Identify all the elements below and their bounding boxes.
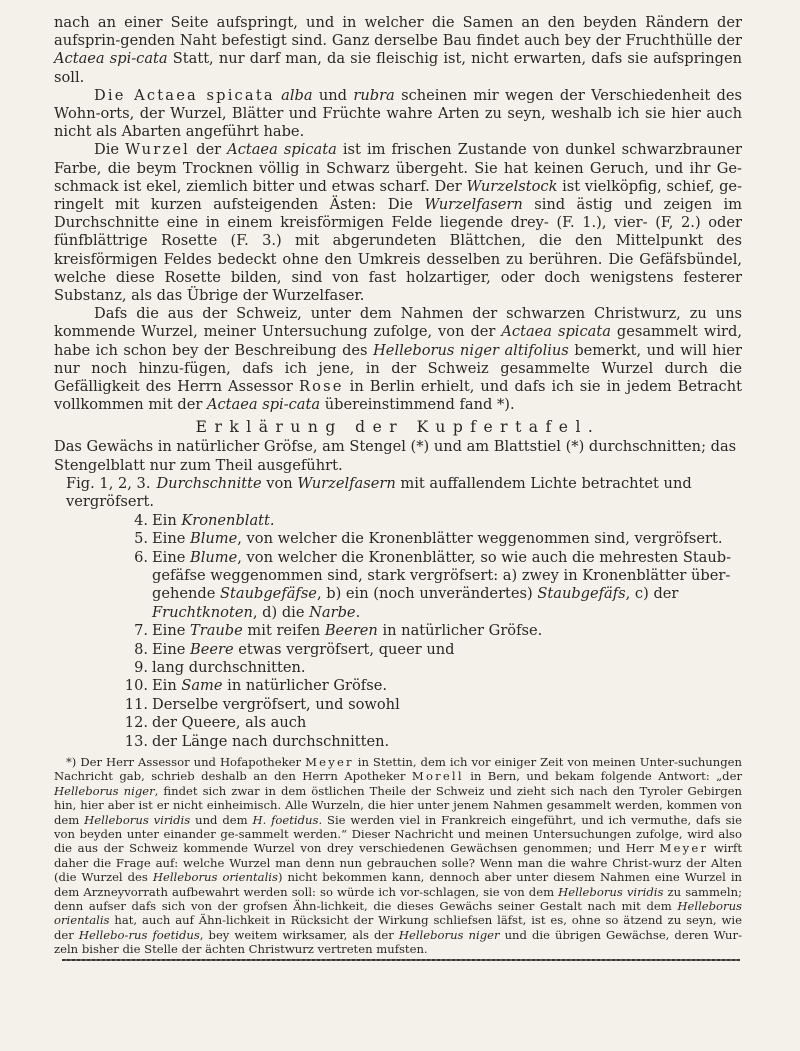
body-paragraph [54,305,742,414]
body-text [54,14,742,414]
spaced-name: Die Actaea spicata [94,86,275,104]
text-run: der Queere, als auch [152,714,307,732]
text-run: zu sammeln; denn aufser dafs sich von der grofsen Ähn-lichkeit, die dieses Gewächs seiner Gestalt nach mit dem [54,884,742,914]
text-run: Derselbe vergröfsert, und sowohl [152,695,400,713]
text-run: lang durchschnitten. [152,658,306,676]
figure-number: 10. [124,677,148,695]
figure-item [66,475,742,512]
italic-term: Blume [190,530,238,548]
italic-term: Actaea spicata [501,323,611,341]
figure-item [120,512,742,530]
italic-term: Wurzelfasern [297,474,396,492]
figure-description [152,714,306,731]
spaced-name: Morell [411,769,464,784]
italic-term: Beere [190,640,234,658]
figure-number: 13. [124,732,148,750]
italic-term: Helleborus niger [398,927,500,942]
figure-item [120,714,742,732]
body-paragraph [54,87,742,142]
italic-term: Staubgefäfse [220,585,317,603]
figure-description [152,622,542,639]
text-run: und die übrigen Gewächse, deren Wur-zeln bisher die Stelle der ächten Christwurz vertreten mufsten. [54,927,742,957]
text-run: Ein [152,511,182,529]
italic-term: Wurzelfasern [424,196,523,214]
figure-description [66,475,692,510]
figure-item [120,659,742,677]
figure-item [120,641,742,659]
text-run: scheinen mir wegen der Verschiedenheit des Wohn-orts, der Wurzel, Blätter und Früchte wahre Arten zu seyn, weshalb ich sie hier auch nicht als Abarten angeführt habe. [54,86,743,141]
figure-description [152,696,400,713]
text-run: Dafs die aus der Schweiz, unter dem Nahmen der schwarzen Christwurz, zu uns kommende Wurzel, meiner Untersuchung zufolge, von der [54,305,742,341]
text-run: und [312,86,354,104]
footnote [54,755,742,957]
text-run: , d) die [252,603,310,621]
figure-number: 9. [134,658,148,676]
italic-term: Hellebo-rus foetidus [78,927,200,942]
text-run: *) Der Herr Assessor und Hofapotheker [66,754,306,769]
italic-term: Helleborus viridis [84,812,191,827]
text-run: Eine [152,530,190,548]
italic-term: Narbe [309,603,356,621]
text-run: etwas vergröfsert, queer und [233,640,455,658]
italic-term: Same [181,677,223,695]
text-run: , findet sich zwar in dem östlichen Theile der Schweiz und zieht sich nach den Tyroler Gebirgen hin, hier aber ist er nicht einheimisch. Alle Wurzeln, die hier unter jenem Nahmen gesammelt werden, kommen von dem [54,783,742,827]
italic-term: Staubgefäfs [537,585,626,603]
italic-term: Beeren [324,622,378,640]
figure-item [120,622,742,640]
text-run: mit auffallendem Lichte betrachtet und vergröfsert. [66,474,692,511]
italic-term: Durchschnitte [156,474,262,492]
figure-description [152,512,275,529]
figure-number: Fig. 1, 2, 3. [66,474,151,492]
body-paragraph [54,14,742,87]
text-run: ist im frischen Zustande von dunkel schwarzbrauner Farbe, die beym Trocknen völlig in Schwarz übergeht. Sie hat keinen Geruch, und ihr Ge-schmack ist ekel, ziemlich bitter und etwas scharf. Der [54,141,742,195]
text-run: , bey weitem wirksamer, als der [199,927,399,942]
figure-number: 7. [134,622,148,640]
body-paragraph [54,141,742,305]
figure-number: 11. [124,695,148,713]
italic-term: Wurzelstock [466,177,558,195]
text-run: wirft daher die Frage auf: welche Wurzel man denn nun gebrauchen solle? Wenn man die wahre Christ-wurz der Alten (die Wurzel des [54,841,742,885]
text-run: Ein [152,677,182,695]
italic-term: Blume [190,548,238,566]
text-run: in Stettin, dem ich vor einiger Zeit von meinen Unter-suchungen Nachricht gab, schrieb deshalb an den Herrn Apotheker [54,754,742,784]
bottom-rule [62,959,740,961]
italic-term: H. foetidus [252,812,319,827]
italic-term: Actaea spi-cata [206,396,321,414]
figure-number: 12. [124,714,148,732]
italic-term: Helleborus orientalis [152,870,278,885]
text-run: . Sie werden viel in Frankreich eingeführt, und ich vermuthe, dafs sie von beyden unter einander ge-sammelt werden.“ Dieser Nachricht und meinen Untersuchungen zufolge, wird also die aus der Schweiz kommende Wurzel von drey verschiedenen Gewächsen genommen; und Herr [54,812,742,856]
figure-item [120,677,742,695]
figure-description [152,641,454,658]
text-run: gesammelt wird, habe ich schon bey der Beschreibung des [54,323,742,359]
figure-number: 5. [134,530,148,548]
figure-item [120,733,742,751]
text-run: übereinstimmend fand *). [320,396,515,414]
text-run: ist vielköpfig, schief, ge-ringelt mit kurzen aufsteigenden Ästen: Die [54,177,742,214]
text-run: nach an einer Seite aufspringt, und in welcher die Samen an den beyden Rändern der aufsprin-genden Naht befestigt sind. Ganz derselbe Bau findet auch bey der Fruchthülle der [54,14,742,50]
figure-number: 6. [134,548,148,566]
figure-description [152,549,731,621]
text-run: der [190,141,228,159]
italic-term: Actaea spicata [227,141,337,159]
text-run: ) nicht bekommen kann, dennoch aber unter diesem Nahmen eine Wurzel in dem Arzneyvorrath aufbewahrt werden soll: so würde ich vor-schlagen, sie von dem [54,870,742,899]
text-run: , b) ein (noch unverändertes) [316,585,538,603]
figure-item [120,696,742,714]
figure-number: 8. [134,640,148,658]
figure-item [120,549,742,623]
figure-list [54,475,742,751]
text-run: , von welcher die Kronenblätter weggenommen sind, vergröfsert. [237,530,723,548]
text-run: mit reifen [242,622,325,640]
text-run: , von welcher die Kronenblätter, so wie auch die mehresten Staub-gefäfse weggenommen sind, stark vergröfsert: a) zwey in Kronenblätter über-gehende [152,548,732,603]
text-run: in natürlicher Gröfse. [222,677,387,695]
spaced-name: Wurzel [125,141,191,159]
text-run: Eine [152,622,190,640]
figure-description [152,677,387,694]
plate-explanation-heading: Erklärung der Kupfertafel. [195,418,601,437]
text-run: Die [94,141,126,159]
figure-number: 4. [134,511,148,529]
italic-term: Traube [190,622,243,640]
italic-term: Helleborus viridis [558,884,664,899]
text-run: . [355,603,361,621]
spaced-name: Rose [298,378,344,396]
spaced-name: Meyer [305,754,354,769]
text-run: bemerkt, und will hier nur noch hinzu-fügen, dafs ich jene, in der Schweiz gesammelte Wurzel durch die Gefälligkeit des Herrn Assessor [54,341,742,396]
figure-description [152,659,306,676]
text-run: hat, auch auf Ähn-lichkeit in Rücksicht der Wirkung schliefsen läfst, ist es, ohne so ätzend zu seyn, wie der [54,913,742,942]
italic-term: Helleborus niger [54,783,155,798]
italic-term: Kronenblatt. [181,511,275,529]
figure-item [120,530,742,548]
text-run: in Berlin erhielt, und dafs ich sie in jedem Betracht vollkommen mit der [54,378,742,414]
text-run: in Bern, und bekam folgende Antwort: „der [463,769,742,784]
text-run: von [261,474,298,492]
figure-description [152,530,722,547]
text-run: in natürlicher Gröfse. [377,622,543,640]
text-run: Statt, nur darf man, da sie fleischig ist, nicht erwarten, dafs sie aufspringen soll. [54,50,742,86]
italic-term: Helleborus orientalis [54,899,742,928]
text-run: Eine [152,640,190,658]
figure-description [152,733,389,750]
text-run: sind ästig und zeigen im Durchschnitte eine in einem kreisförmigen Felde liegende drey- (F. 1.), vier- (F, 2.) oder fünfblättrige Rosette (F. 3.) mit abgerundeten Blättchen, die den Mittelpunkt des kreisförmigen Feldes bedeckt ohne den Umkreis desselben zu berühren. Die Gefäfsbündel, welche diese Rosette bilden, sind von fast holzartiger, oder doch wenigstens festerer Substanz, als das Übrige der Wurzelfaser. [54,196,742,305]
text-run: , c) der [625,585,679,603]
italic-term: rubra [353,86,395,104]
italic-term: Fruchtknoten [152,603,253,621]
text-run: und dem [190,812,253,827]
italic-term: Actaea spi-cata [54,50,168,68]
spaced-name: Meyer [659,841,709,856]
plate-explanation-intro: Das Gewächs in natürlicher Gröfse, am Stengel (*) und am Blattstiel (*) durchschnitten; das Stengelblatt nur zum Theil ausgeführt. [54,438,737,474]
text-run: Eine [152,548,190,566]
text-run: der Länge nach durchschnitten. [152,732,390,750]
italic-term: alba [281,86,313,104]
italic-term: Helleborus niger altifolius [373,341,569,359]
